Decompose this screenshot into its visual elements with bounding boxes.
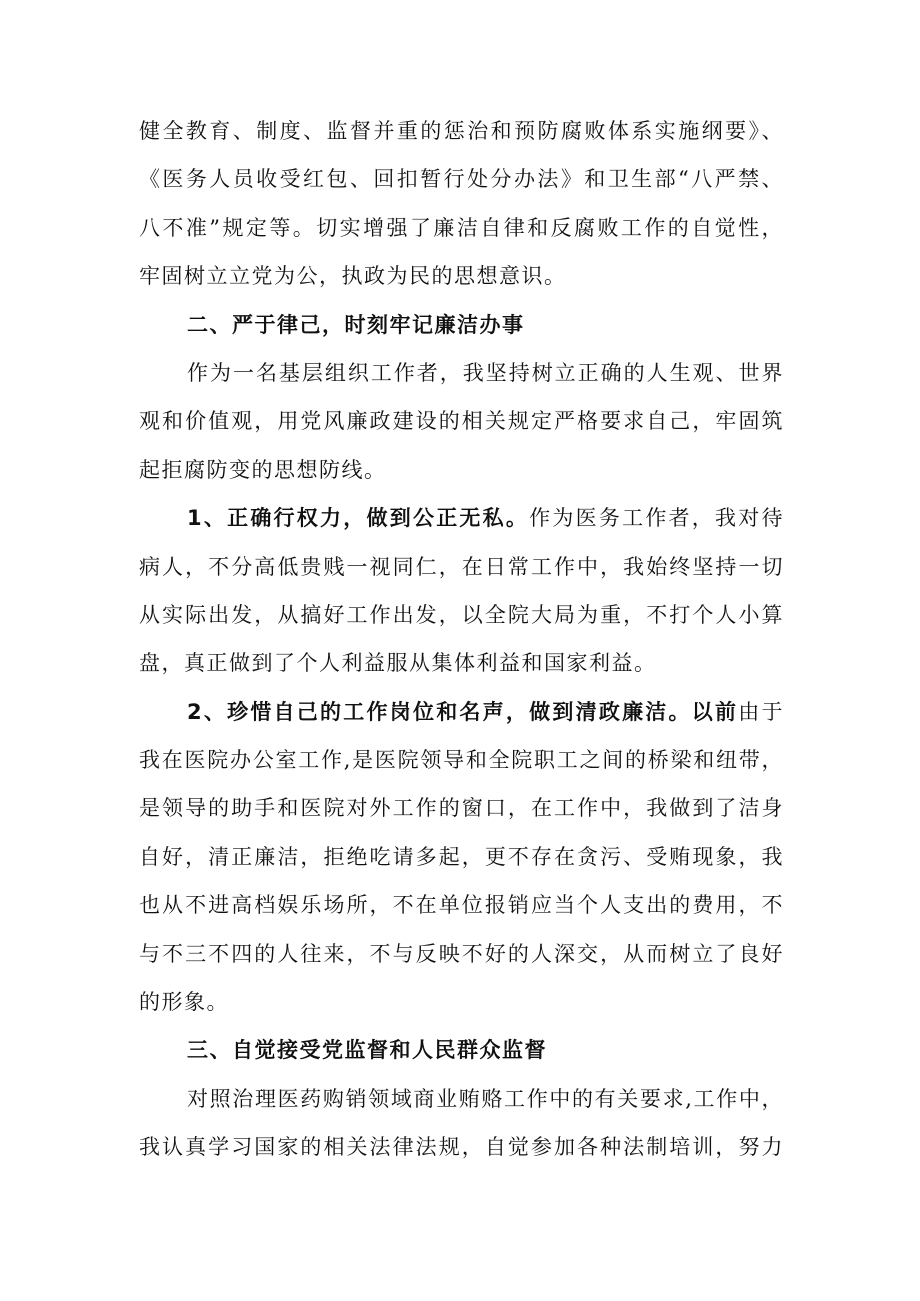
- item-2-lead-rest: 由于: [738, 699, 784, 724]
- paragraph-line: 我认真学习国家的相关法律法规，自觉参加各种法制培训，努力: [139, 1135, 784, 1160]
- item-2-bold-lead: 2、珍惜自己的工作岗位和名声，做到清政廉洁。以前: [187, 699, 739, 724]
- paragraph-line: 健全教育、制度、监督并重的惩治和预防腐败体系实施纲要》、: [139, 119, 784, 143]
- paragraph-line: 《医务人员收受红包、回扣暂行处分办法》和卫生部“八严禁、: [139, 167, 784, 192]
- item-1-first-line: [139, 494, 784, 542]
- paragraph-line: 从实际出发，从搞好工作出发，以全院大局为重，不打个人小算: [139, 602, 784, 627]
- paragraph-line: 我在医院办公室工作,是医院领导和全院职工之间的桥梁和纽带，: [139, 748, 784, 773]
- paragraph-line: 自好，清正廉洁，拒绝吃请多起，更不存在贪污、受贿现象，我: [139, 844, 784, 869]
- paragraph-line: 也从不进高档娱乐场所，不在单位报销应当个人支出的费用，不: [139, 893, 784, 918]
- paragraph-line: 作为一名基层组织工作者，我坚持树立正确的人生观、世界: [187, 360, 784, 385]
- item-1-lead-rest: 作为医务工作者，我对待: [529, 506, 784, 531]
- item-2-first-line: [139, 688, 784, 736]
- paragraph-line: 是领导的助手和医院对外工作的窗口，在工作中，我做到了洁身: [139, 796, 784, 821]
- paragraph-line: 与不三不四的人往来，不与反映不好的人深交，从而树立了良好: [139, 941, 784, 966]
- section-heading-3: 三、自觉接受党监督和人民群众监督: [187, 1038, 547, 1063]
- paragraph-line: 的形象。: [139, 990, 229, 1015]
- paragraph-line: 八不准”规定等。切实增强了廉洁自律和反腐败工作的自觉性，: [139, 215, 784, 240]
- section-heading-2: 二、严于律己，时刻牢记廉洁办事: [187, 312, 525, 337]
- item-1-bold-lead: 1、正确行权力，做到公正无私。: [187, 506, 530, 531]
- paragraph-line: 病人，不分高低贵贱一视同仁，在日常工作中，我始终坚持一切: [139, 554, 784, 579]
- paragraph-line: 牢固树立立党为公，执政为民的思想意识。: [139, 264, 567, 289]
- paragraph-line: 对照治理医药购销领域商业贿赂工作中的有关要求,工作中，: [187, 1086, 784, 1111]
- paragraph-line: 起拒腐防变的思想防线。: [139, 457, 387, 482]
- paragraph-line: 盘，真正做到了个人利益服从集体利益和国家利益。: [139, 651, 657, 676]
- paragraph-line: 观和价值观，用党风廉政建设的相关规定严格要求自己，牢固筑: [139, 409, 784, 434]
- document-body: [139, 107, 784, 1172]
